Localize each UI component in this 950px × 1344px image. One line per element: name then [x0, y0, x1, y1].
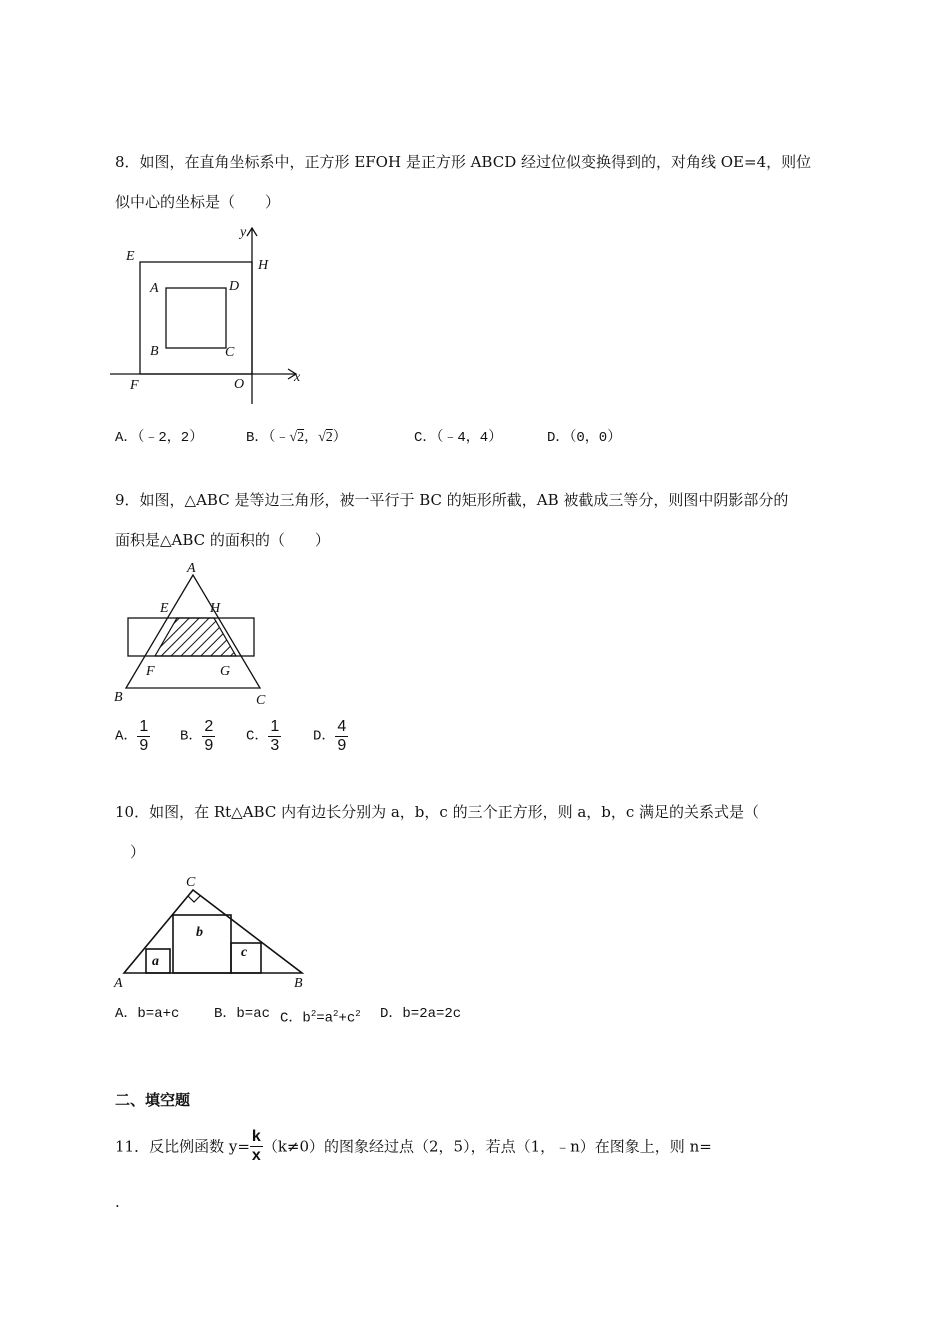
q10-text-line1: 10．如图，在 Rt△ABC 内有边长分别为 a，b，c 的三个正方形，则 a，b，c 满足的关系式是（: [115, 803, 760, 821]
q10-option-c-term1: =a: [316, 1010, 334, 1027]
q9-option-d-denominator: 9: [337, 737, 347, 754]
q10-option-c-exponent1: 2: [310, 1009, 317, 1019]
q9-label-f: F: [146, 664, 155, 679]
q9-option-c-label: C．: [246, 728, 269, 745]
q9-label-a: A: [187, 561, 196, 576]
q9-option-a: [115, 718, 150, 755]
q9-option-b: [180, 718, 215, 755]
q10-option-b: B．b=ac: [214, 1006, 271, 1022]
q10-label-b-vertex: B: [294, 976, 303, 991]
q8-option-b: [246, 428, 347, 448]
q10-label-b-square: b: [196, 925, 203, 940]
q8-option-c: C．（﹣4，4）: [414, 430, 503, 446]
q11-text-suffix: （k≠0）的图象经过点（2，5），若点（1，﹣n）在图象上，则 n=: [262, 1137, 712, 1156]
q8-label-e: E: [126, 249, 135, 264]
q9-option-d-fraction: [335, 718, 348, 755]
q10-option-c-exponent3: 2: [355, 1009, 361, 1019]
q9-text-line2: 面积是△ABC 的面积的（ ）: [115, 531, 330, 549]
q9-figure: [110, 558, 280, 708]
q9-label-e: E: [160, 601, 169, 616]
q8-option-a: A．（﹣2，2）: [115, 430, 204, 446]
q10-square-b: [173, 915, 231, 973]
q8-label-h: H: [258, 258, 269, 273]
q10-figure: [110, 870, 320, 995]
q9-option-a-denominator: 9: [139, 737, 149, 754]
q10-label-c-square: c: [241, 945, 248, 960]
q8-option-b-suffix: ）: [332, 430, 347, 446]
q8-text-line2: 似中心的坐标是（ ）: [115, 193, 281, 211]
q10-option-c-prefix: C．b: [280, 1010, 311, 1027]
q9-option-d-label: D．: [313, 728, 336, 745]
q11-fraction-numerator: k: [251, 1128, 261, 1145]
q11-fraction-denominator: x: [251, 1147, 261, 1164]
q8-option-b-separator: ，: [304, 430, 319, 446]
q10-label-a-vertex: A: [114, 976, 123, 991]
q9-option-c-denominator: 3: [270, 737, 280, 754]
q9-option-b-denominator: 9: [204, 737, 214, 754]
q10-option-c: [280, 1004, 361, 1029]
section2-title: 二、填空题: [115, 1091, 191, 1109]
q10-label-a-square: a: [152, 954, 159, 969]
q8-label-y: y: [240, 225, 247, 240]
q9-option-b-numerator: 2: [204, 718, 214, 735]
q8-label-b: B: [150, 344, 159, 359]
q9-option-a-label: A．: [115, 728, 138, 745]
q9-option-b-label: B．: [180, 728, 203, 745]
q9-label-b: B: [114, 690, 123, 705]
q8-option-d: D．（0，0）: [547, 430, 622, 446]
q9-label-g: G: [220, 664, 231, 679]
q9-option-b-fraction: [202, 718, 215, 755]
q8-option-b-prefix: B．（﹣: [246, 430, 290, 446]
q8-label-a: A: [150, 281, 159, 296]
q11-text: [115, 1128, 712, 1172]
q8-square-abcd: [166, 288, 226, 348]
q10-option-d: D．b=2a=2c: [380, 1006, 462, 1022]
q8-text-line1: 8．如图，在直角坐标系中，正方形 EFOH 是正方形 ABCD 经过位似变换得到的，对角线 OE=4，则位: [115, 153, 812, 171]
q9-text-line1: 9．如图，△ABC 是等边三角形，被一平行于 BC 的矩形所截，AB 被截成三等分，则图中阴影部分的: [115, 491, 789, 509]
q9-option-a-fraction: [137, 718, 150, 755]
q8-label-d: D: [229, 279, 240, 294]
q9-option-c: [246, 718, 281, 755]
q8-label-x: x: [294, 370, 301, 385]
sqrt-icon: √: [318, 430, 326, 445]
q8-label-f: F: [130, 378, 139, 393]
q9-option-d-numerator: 4: [337, 718, 347, 735]
q8-label-c: C: [225, 345, 235, 360]
q10-option-c-exponent2: 2: [333, 1009, 339, 1019]
q10-label-c-vertex: C: [186, 875, 196, 890]
q10-option-c-term2: +c: [338, 1010, 356, 1027]
q9-label-c: C: [256, 693, 266, 708]
q9-option-d: [313, 718, 348, 755]
q10-right-angle-mark: [188, 896, 200, 902]
q10-triangle-abc: [124, 890, 302, 973]
q8-option-b-radicand2: 2: [325, 430, 333, 445]
q9-option-a-numerator: 1: [139, 718, 149, 735]
q11-fraction: [250, 1128, 263, 1165]
q9-option-c-numerator: 1: [270, 718, 280, 735]
q10-option-a: A．b=a+c: [115, 1006, 180, 1022]
q11-text-prefix: 11．反比例函数 y=: [115, 1137, 250, 1156]
q9-option-c-fraction: [268, 718, 281, 755]
q9-label-h: H: [210, 601, 221, 616]
q8-option-b-radicand1: 2: [297, 430, 305, 445]
q8-label-o: O: [234, 377, 245, 392]
q11-blank-end: .: [115, 1193, 120, 1211]
q8-figure: [110, 222, 310, 412]
q10-text-line2: ）: [130, 843, 146, 861]
sqrt-icon: √: [289, 430, 298, 445]
q9-shaded-region: [155, 618, 236, 656]
